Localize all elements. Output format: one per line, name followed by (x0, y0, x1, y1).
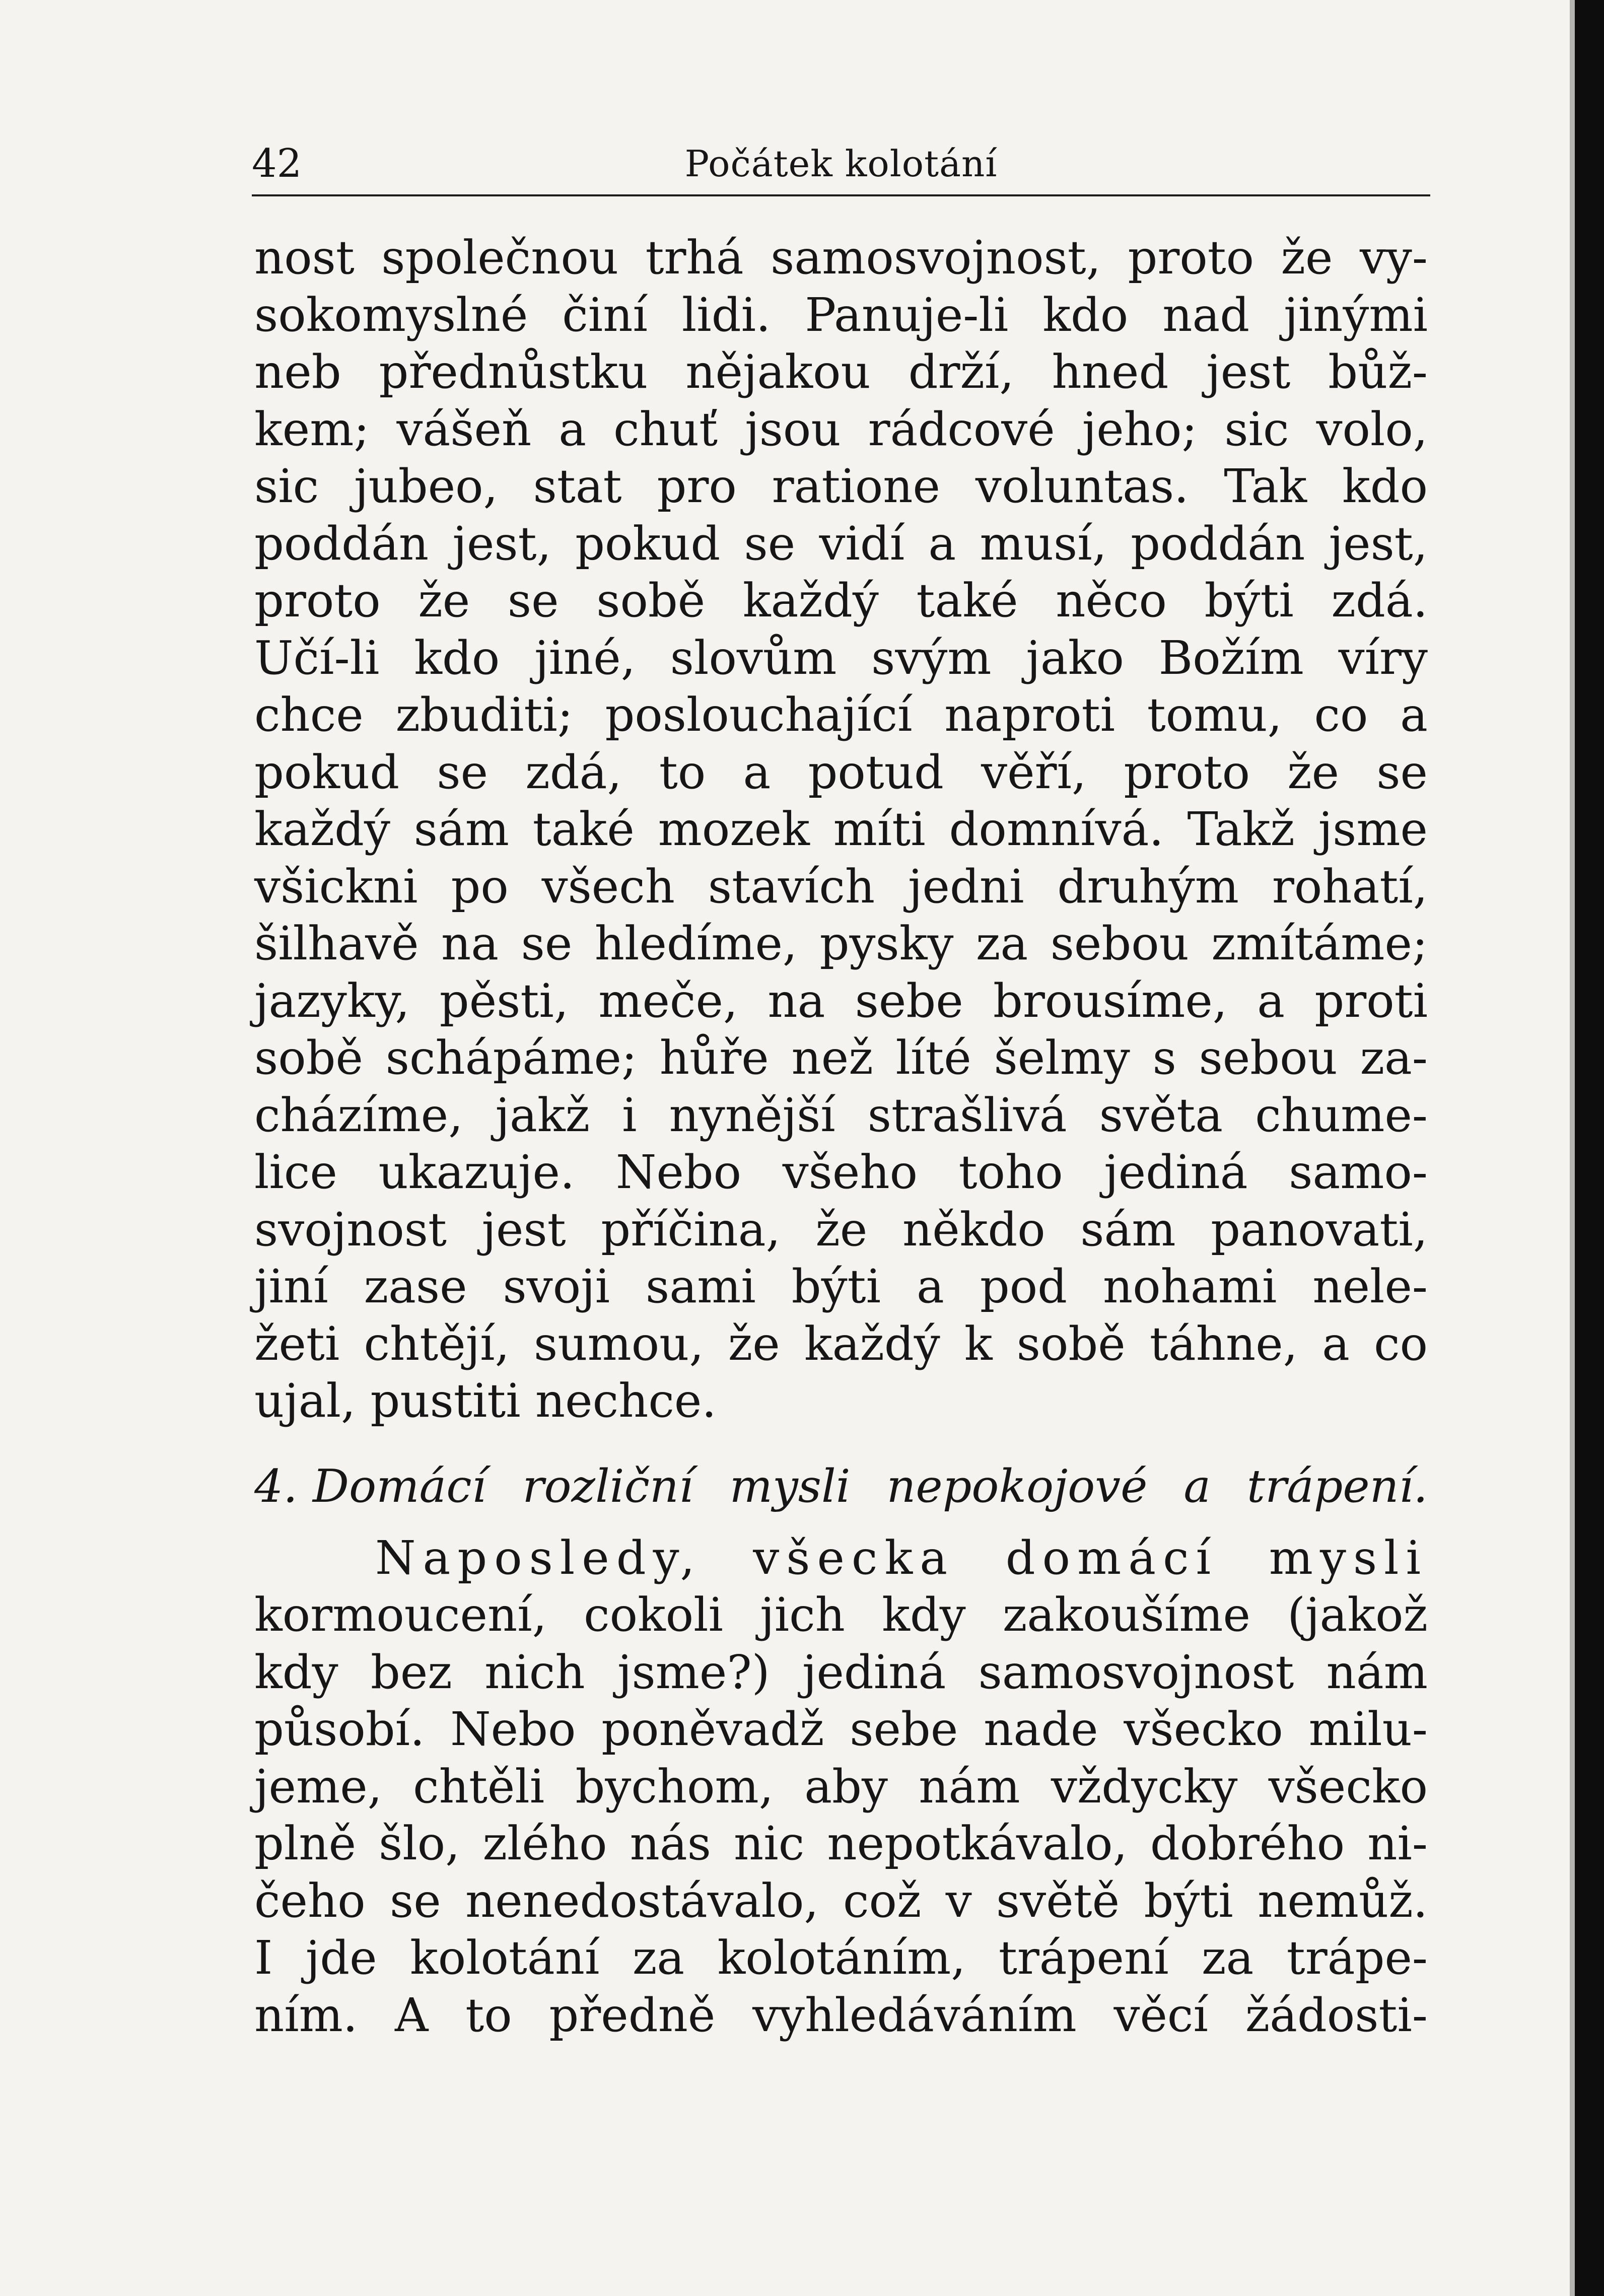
text-line: chce zbuditi; poslouchající naproti tomu, co a (254, 688, 1428, 742)
text-line: proto že se sobě každý také něco býti zdá. (254, 574, 1428, 628)
text-line: jeme, chtěli bychom, aby nám vždycky všecko (254, 1759, 1428, 1814)
text-line: Naposledy, všecka domácí mysli (375, 1530, 1428, 1585)
page-edge (1575, 0, 1604, 2296)
text-line: jazyky, pěsti, meče, na sebe brousíme, a proti (254, 973, 1428, 1028)
text-line: kdy bez nich jsme?) jediná samosvojnost nám (254, 1645, 1428, 1699)
text-line: neb přednůstku nějakou drží, hned jest bůž- (254, 345, 1428, 399)
header-rule (252, 194, 1430, 196)
text-line: nost společnou trhá samosvojnost, proto že vy- (254, 231, 1428, 285)
text-line: každý sám také mozek míti domnívá. Takž jsme (254, 802, 1428, 856)
paragraph-1 (254, 229, 1428, 1430)
text-line: žeti chtějí, sumou, že každý k sobě táhne, a co (254, 1316, 1428, 1371)
text-line: Učí-li kdo jiné, slovům svým jako Božím víry (254, 631, 1428, 685)
page-header (252, 126, 1430, 191)
text-line: čeho se nenedostávalo, což v světě býti nemůž. (254, 1873, 1428, 1928)
text-line: kem; vášeň a chuť jsou rádcové jeho; sic volo, (254, 402, 1428, 456)
text-line: sobě schápáme; hůře než líté šelmy s sebou za- (254, 1031, 1428, 1085)
text-line: svojnost jest příčina, že někdo sám panovati, (254, 1202, 1428, 1257)
page-edge-shadow (1570, 0, 1575, 2296)
page-number: 42 (252, 141, 302, 186)
text-line: jiní zase svoji sami býti a pod nohami nele- (254, 1260, 1428, 1313)
section-number: 4. (254, 1459, 298, 1513)
text-line: sokomyslné činí lidi. Panuje-li kdo nad jinými (254, 288, 1428, 342)
text-line: lice ukazuje. Nebo všeho toho jediná samo- (254, 1145, 1428, 1199)
text-line: kormoucení, cokoli jich kdy zakoušíme (jakož (254, 1588, 1428, 1642)
text-line: sic jubeo, stat pro ratione voluntas. Tak kdo (254, 459, 1428, 513)
text-line: pokud se zdá, to a potud věří, proto že se (254, 745, 1428, 799)
body-text (254, 229, 1428, 2044)
section-heading (254, 1449, 1428, 1524)
text-line: cházíme, jakž i nynější strašlivá světa chume- (254, 1088, 1428, 1142)
text-line: působí. Nebo poněvadž sebe nade všecko milu- (254, 1702, 1428, 1756)
text-line: poddán jest, pokud se vidí a musí, poddán jest, (254, 516, 1428, 571)
text-line: šilhavě na se hledíme, pysky za sebou zmítáme; (254, 917, 1428, 970)
text-line: všickni po všech stavích jedni druhým rohatí, (254, 859, 1428, 914)
paragraph-2 (254, 1529, 1428, 2044)
section-title: Domácí rozliční mysli nepokojové a trápení. (312, 1459, 1428, 1513)
text-line: I jde kolotání za kolotáním, trápení za trápe- (254, 1931, 1428, 1985)
running-title: Počátek kolotání (684, 143, 998, 185)
text-line: ním. A to předně vyhledáváním věcí žádosti- (254, 1988, 1428, 2042)
text-line: ujal, pustiti nechce. (254, 1374, 717, 1428)
text-line: plně šlo, zlého nás nic nepotkávalo, dobrého ni- (254, 1817, 1428, 1870)
